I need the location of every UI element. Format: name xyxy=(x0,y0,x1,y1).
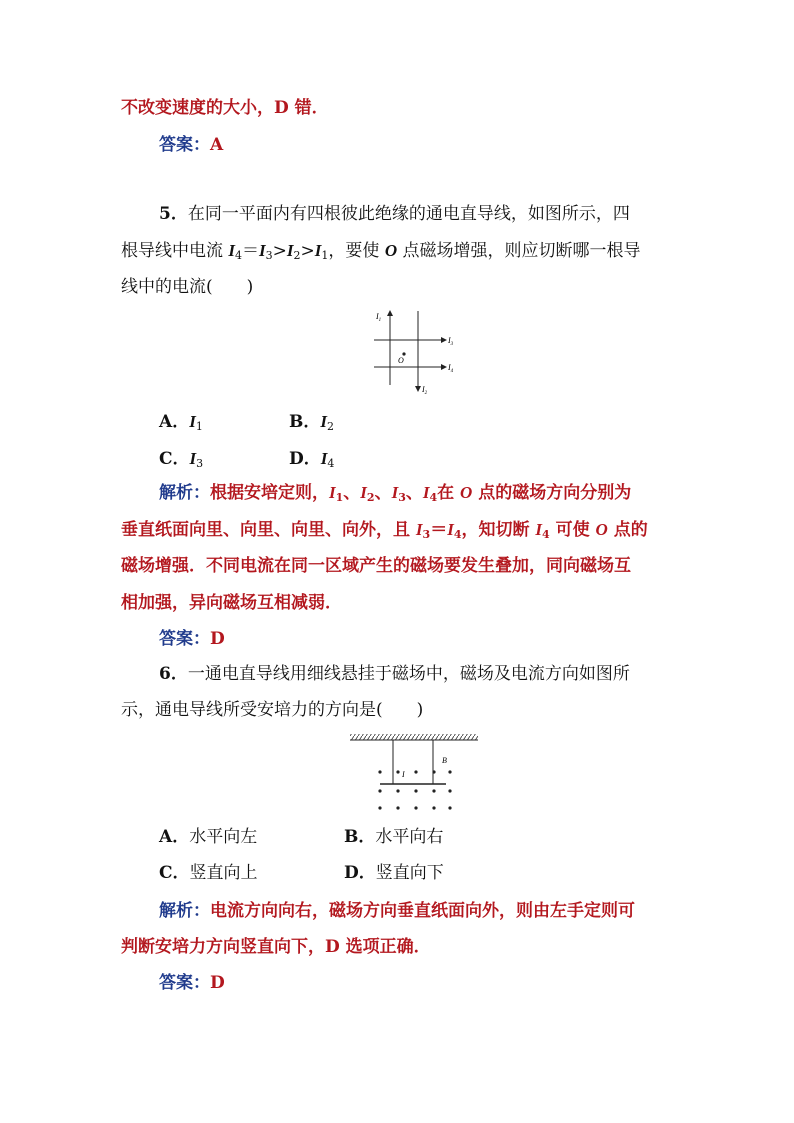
option-a[interactable] xyxy=(159,826,257,848)
analysis-text: 判断安培力方向竖直向下，D 选项正确． xyxy=(121,937,431,957)
equals-sign: ＝ xyxy=(242,241,260,261)
q6-analysis-line-2 xyxy=(121,936,431,958)
option-text: 水平向右 xyxy=(375,827,444,847)
var-O: O xyxy=(384,241,398,260)
gt-sign: > xyxy=(272,241,287,261)
analysis-text: 磁场增强．不同电流在同一区域产生的磁场要发生叠加，同向磁场互 xyxy=(121,556,631,576)
option-a[interactable] xyxy=(159,411,203,438)
option-letter: D． xyxy=(289,449,321,469)
q5-stem-line-2 xyxy=(121,240,641,267)
answer-line-q6 xyxy=(159,972,225,994)
stem-text: 一通电直导线用细线悬挂于磁场中，磁场及电流方向如图所 xyxy=(187,664,630,684)
var-I: I xyxy=(286,241,294,260)
answer-label: 答案 xyxy=(159,629,193,649)
var-I: I xyxy=(314,241,322,260)
label-I3: $I_3$ xyxy=(448,336,454,347)
analysis-continuation xyxy=(121,97,329,119)
label-I4: $I_4$ xyxy=(448,363,454,374)
q5-analysis-line-1: 解析：根据安培定则，$I_1$、$I_2$、$I_3$、$I_4$在 O 点的磁场方向分别为 xyxy=(159,483,632,504)
question-number: 5． xyxy=(159,204,188,224)
analysis-colon: ： xyxy=(193,901,210,921)
magnetic-field-dots xyxy=(378,770,451,809)
stem-text: 线中的电流( ) xyxy=(121,277,254,297)
option-text: 竖直向上 xyxy=(189,863,258,883)
analysis-colon: ： xyxy=(193,483,210,503)
q6-stem-line-2 xyxy=(121,699,423,721)
label-I1: $I_1$ xyxy=(376,312,382,323)
option-letter: C． xyxy=(159,449,190,469)
answer-line-q4 xyxy=(159,134,223,156)
subscript: 4 xyxy=(235,249,243,262)
answer-label: 答案 xyxy=(159,973,193,993)
q5-analysis-line-4 xyxy=(121,592,342,614)
answer-colon: ： xyxy=(193,629,210,649)
var-I: I xyxy=(320,449,328,468)
option-b[interactable] xyxy=(344,826,443,848)
var-I: I xyxy=(228,241,236,260)
option-letter: A． xyxy=(159,827,190,847)
answer-value: D xyxy=(210,629,225,649)
var-I: I xyxy=(189,412,196,431)
label-I2: $I_2$ xyxy=(422,385,428,396)
stem-text: 根导线中电流 xyxy=(121,241,229,261)
var-I: I xyxy=(189,449,197,468)
option-c[interactable] xyxy=(159,448,203,475)
option-text: 竖直向下 xyxy=(375,863,444,883)
analysis-text: 相加强，异向磁场互相减弱． xyxy=(121,593,342,613)
option-letter: C． xyxy=(159,863,190,883)
q5-analysis-line-3 xyxy=(121,555,631,577)
question-number: 6． xyxy=(159,664,188,684)
analysis-label: 解析 xyxy=(159,483,193,503)
analysis-text: 不改变速度的大小，D 错． xyxy=(121,98,329,118)
option-text: 水平向左 xyxy=(189,827,258,847)
answer-value: A xyxy=(210,135,224,155)
answer-colon: ： xyxy=(193,135,210,155)
subscript: 1 xyxy=(195,420,203,433)
subscript: 2 xyxy=(327,420,334,433)
answer-line-q5 xyxy=(159,628,225,650)
stem-text: 点磁场增强，则应切断哪一根导 xyxy=(397,241,641,261)
q5-wire-figure xyxy=(368,305,468,400)
option-letter: D． xyxy=(344,863,376,883)
subscript: 4 xyxy=(327,457,335,470)
ceiling-hatch xyxy=(350,734,478,740)
stem-text: 在同一平面内有四根彼此绝缘的通电直导线，如图所示，四 xyxy=(187,204,630,224)
q6-stem-line-1 xyxy=(159,663,630,685)
option-d[interactable] xyxy=(344,862,444,884)
gt-sign: > xyxy=(300,241,315,261)
option-letter: B． xyxy=(344,827,376,847)
q5-stem-line-1 xyxy=(159,203,630,225)
option-letter: B． xyxy=(289,412,321,432)
label-field-B: B xyxy=(442,756,447,765)
option-d[interactable] xyxy=(289,448,334,475)
answer-value: D xyxy=(210,973,225,993)
q6-suspended-wire-figure xyxy=(346,730,482,818)
q5-analysis-line-2: 垂直纸面向里、向里、向里、向外，且 $I_3=I_4$，知切断 $I_4$ 可使 O 点的 xyxy=(121,520,648,541)
label-O: O xyxy=(398,356,404,365)
option-letter: A． xyxy=(159,412,190,432)
var-I: I xyxy=(320,412,327,431)
analysis-text: 电流方向向右，磁场方向垂直纸面向外，则由左手定则可 xyxy=(210,901,635,921)
answer-colon: ： xyxy=(193,973,210,993)
subscript: 3 xyxy=(196,457,204,470)
stem-text: 示，通电导线所受安培力的方向是( ) xyxy=(121,700,424,720)
subscript: 2 xyxy=(293,249,301,262)
q5-stem-line-3 xyxy=(121,276,253,298)
label-current-I: I xyxy=(402,770,405,779)
q6-analysis-line-1 xyxy=(159,900,635,922)
subscript: 1 xyxy=(321,249,329,262)
option-c[interactable] xyxy=(159,862,258,884)
answer-label: 答案 xyxy=(159,135,193,155)
option-b[interactable] xyxy=(289,411,334,438)
stem-text: ，要使 xyxy=(328,241,385,261)
analysis-label: 解析 xyxy=(159,901,193,921)
var-I: I xyxy=(259,241,266,260)
subscript: 3 xyxy=(265,249,273,262)
